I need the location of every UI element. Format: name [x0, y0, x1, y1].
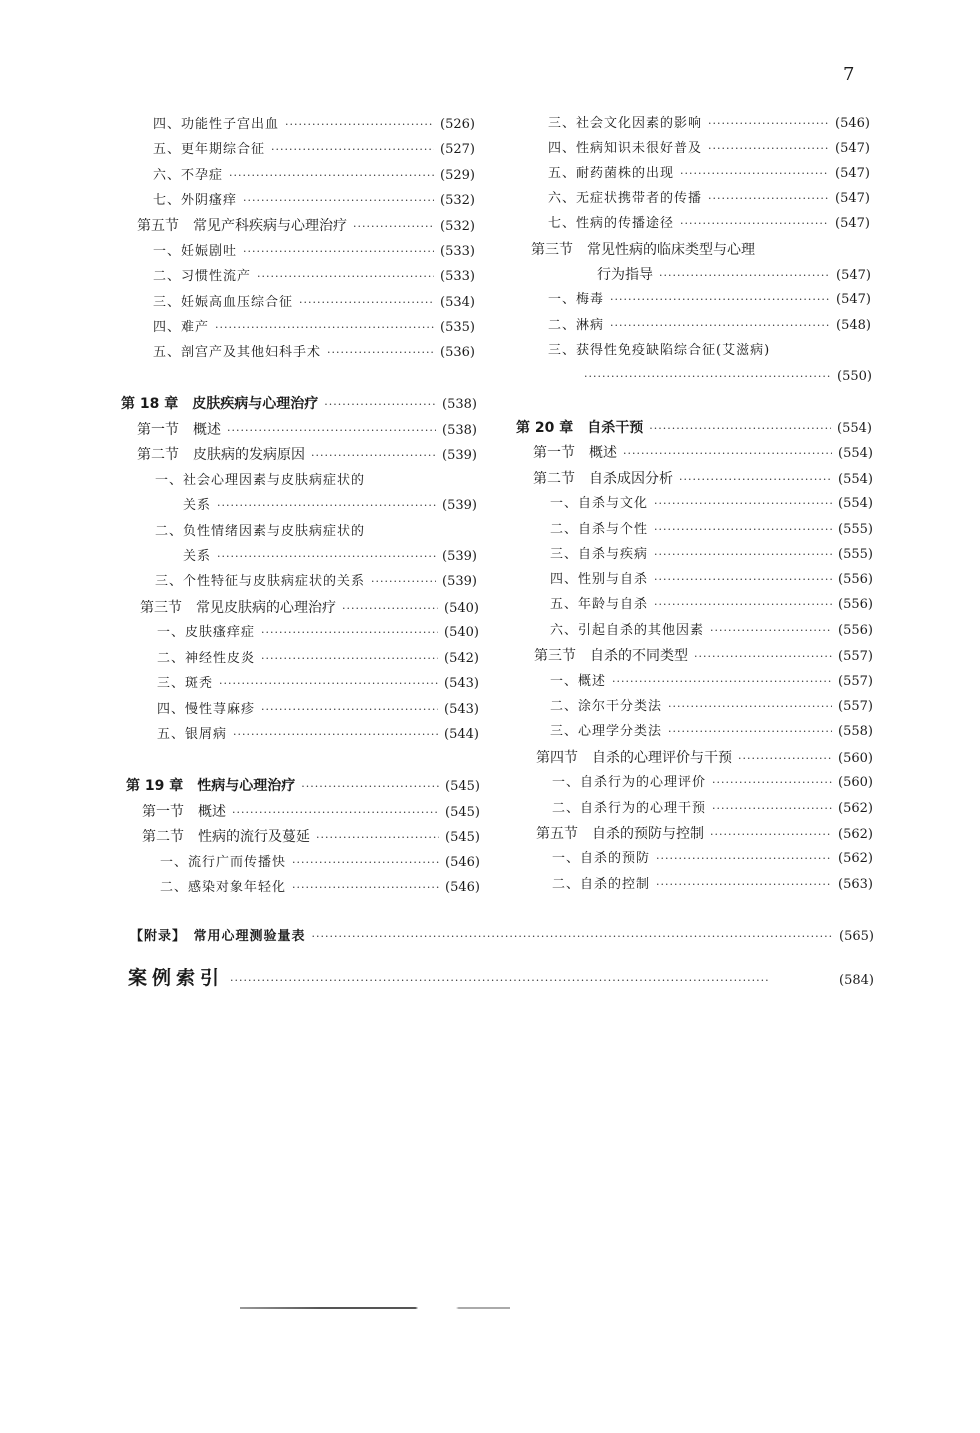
toc-page: (562) — [838, 801, 873, 816]
toc-page: (556) — [838, 597, 873, 612]
toc-page: (555) — [838, 547, 873, 562]
leader-dots — [243, 192, 434, 210]
toc-title: 关系 — [183, 498, 212, 513]
toc-page: (556) — [838, 572, 873, 587]
toc-title: 五、银屑病 — [157, 727, 228, 742]
leader-dots — [656, 876, 832, 894]
toc-page: (562) — [838, 827, 873, 842]
toc-title: 行为指导 — [597, 267, 653, 283]
toc-entry[interactable] — [153, 294, 475, 312]
toc-page: (546) — [445, 855, 480, 870]
toc-title: 二、习惯性流产 — [153, 269, 252, 284]
toc-page: (555) — [838, 522, 873, 537]
leader-dots — [261, 701, 438, 719]
leader-dots — [232, 804, 439, 822]
leader-dots — [230, 969, 833, 993]
leader-dots — [710, 826, 832, 844]
toc-entry[interactable] — [548, 317, 871, 335]
toc-entry[interactable] — [548, 140, 870, 158]
toc-page: (539) — [442, 498, 477, 513]
leader-dots — [649, 420, 831, 438]
toc-title: 二、负性情绪因素与皮肤病症状的 — [155, 524, 366, 539]
toc-entry[interactable] — [548, 291, 871, 309]
toc-entry[interactable] — [552, 876, 873, 894]
toc-page: (557) — [838, 699, 873, 714]
toc-entry[interactable] — [157, 675, 479, 693]
leader-dots — [217, 497, 436, 515]
toc-page: (547) — [835, 141, 870, 156]
toc-page: (557) — [838, 649, 873, 664]
toc-entry[interactable] — [552, 850, 873, 868]
toc-entry[interactable] — [550, 571, 873, 589]
toc-section[interactable] — [536, 825, 873, 843]
toc-page: (565) — [839, 929, 874, 944]
toc-page: (557) — [838, 674, 873, 689]
toc-title: 一、自杀的预防 — [552, 851, 651, 866]
toc-page: (545) — [445, 805, 480, 820]
toc-page: (584) — [839, 973, 874, 988]
leader-dots — [261, 650, 438, 668]
toc-title: 五、更年期综合征 — [153, 142, 266, 157]
toc-title: 一、概述 — [550, 674, 607, 689]
leader-dots — [299, 294, 434, 312]
toc-title: 第一节 概述 — [137, 422, 221, 438]
toc-case-index[interactable] — [128, 966, 874, 990]
toc-page: (547) — [835, 191, 870, 206]
toc-title: 一、社会心理因素与皮肤病症状的 — [155, 473, 366, 488]
leader-dots — [654, 521, 832, 539]
leader-dots — [227, 422, 436, 440]
toc-entry[interactable] — [552, 800, 873, 818]
toc-title: 一、自杀与文化 — [550, 496, 649, 511]
toc-title: 第三节 常见皮肤病的心理治疗 — [140, 600, 336, 616]
toc-title: 第 20 章 自杀干预 — [516, 420, 644, 436]
leader-dots — [371, 573, 436, 591]
toc-entry[interactable] — [548, 215, 870, 233]
toc-title: 五、剖宫产及其他妇科手术 — [153, 345, 322, 360]
toc-entry[interactable] — [550, 596, 873, 614]
toc-entry[interactable] — [153, 192, 475, 210]
toc-title: 第二节 性病的流行及蔓延 — [142, 829, 310, 845]
leader-dots — [712, 800, 832, 818]
leader-dots — [311, 447, 436, 465]
toc-entry[interactable] — [550, 698, 873, 716]
toc-title: 五、耐药菌株的出现 — [548, 166, 675, 181]
toc-title: 一、自杀行为的心理评价 — [552, 775, 707, 790]
toc-title: 二、自杀与个性 — [550, 522, 649, 537]
toc-entry[interactable] — [548, 115, 870, 133]
toc-appendix[interactable] — [130, 928, 874, 946]
toc-section[interactable] — [533, 444, 873, 462]
leader-dots — [612, 673, 832, 691]
toc-section[interactable] — [533, 470, 873, 488]
toc-title: 第 18 章 皮肤疾病与心理治疗 — [121, 396, 319, 412]
toc-page: (546) — [835, 116, 870, 131]
toc-title: 七、性病的传播途径 — [548, 216, 675, 231]
toc-title: 五、年龄与自杀 — [550, 597, 649, 612]
toc-entry[interactable] — [548, 342, 871, 360]
toc-entry[interactable] — [183, 548, 477, 566]
leader-dots — [679, 471, 832, 489]
toc-entry[interactable] — [155, 523, 477, 541]
leader-dots — [610, 317, 830, 335]
leader-dots — [623, 445, 832, 463]
toc-page: (545) — [445, 779, 480, 794]
leader-dots — [353, 218, 434, 236]
toc-page: (556) — [838, 623, 873, 638]
toc-page: (544) — [444, 727, 479, 742]
toc-entry[interactable] — [153, 167, 475, 185]
toc-page: (546) — [445, 880, 480, 895]
toc-title: 三、个性特征与皮肤病症状的关系 — [155, 574, 366, 589]
toc-title: 第三节 自杀的不同类型 — [534, 648, 688, 664]
leader-dots — [292, 854, 439, 872]
leader-dots — [712, 774, 832, 792]
toc-page: (534) — [440, 295, 475, 310]
scan-rule-line — [240, 1307, 510, 1309]
toc-title: 六、无症状携带者的传播 — [548, 191, 703, 206]
toc-title: 第二节 皮肤病的发病原因 — [137, 447, 305, 463]
toc-page: (554) — [838, 496, 873, 511]
leader-dots — [694, 648, 832, 666]
toc-title: 二、神经性皮炎 — [157, 651, 256, 666]
toc-page: (545) — [445, 830, 480, 845]
toc-title: 关系 — [183, 549, 212, 564]
toc-entry[interactable] — [153, 344, 475, 362]
toc-title: 第三节 常见性病的临床类型与心理 — [531, 242, 755, 258]
toc-page: (527) — [440, 142, 475, 157]
toc-page: (543) — [444, 702, 479, 717]
leader-dots — [257, 268, 434, 286]
toc-page: (560) — [838, 775, 873, 790]
toc-title: 二、涂尔干分类法 — [550, 699, 663, 714]
leader-dots — [285, 116, 434, 134]
toc-page: (547) — [835, 216, 870, 231]
toc-title: 三、自杀与疾病 — [550, 547, 649, 562]
toc-title: 二、感染对象年轻化 — [160, 880, 287, 895]
toc-title: 二、自杀的控制 — [552, 877, 651, 892]
toc-title: 第五节 常见产科疾病与心理治疗 — [137, 218, 347, 234]
toc-title: 六、引起自杀的其他因素 — [550, 623, 705, 638]
toc-chapter[interactable] — [516, 419, 872, 437]
toc-entry[interactable] — [548, 190, 870, 208]
toc-page: (540) — [444, 625, 479, 640]
leader-dots — [654, 596, 832, 614]
leader-dots — [327, 344, 434, 362]
toc-page: (547) — [836, 268, 871, 283]
toc-title: 第五节 自杀的预防与控制 — [536, 826, 704, 842]
toc-page: (538) — [442, 397, 477, 412]
leader-dots — [233, 726, 438, 744]
toc-title: 第 19 章 性病与心理治疗 — [126, 778, 296, 794]
toc-title: 一、皮肤瘙痒症 — [157, 625, 256, 640]
toc-page: (550) — [837, 369, 872, 384]
toc-page: (533) — [440, 244, 475, 259]
leader-dots — [680, 165, 829, 183]
toc-page: (535) — [440, 320, 475, 335]
toc-title: 四、难产 — [153, 320, 210, 335]
toc-title: 四、性别与自杀 — [550, 572, 649, 587]
leader-dots — [738, 750, 832, 768]
leader-dots — [654, 571, 832, 589]
leader-dots — [316, 829, 439, 847]
toc-page: (554) — [838, 472, 873, 487]
leader-dots — [219, 675, 438, 693]
toc-title: 案例索引 — [128, 967, 225, 989]
leader-dots — [301, 778, 439, 796]
toc-section[interactable] — [137, 421, 477, 439]
toc-section[interactable] — [140, 599, 479, 617]
toc-page: (540) — [444, 601, 479, 616]
leader-dots — [312, 928, 834, 946]
toc-entry[interactable] — [552, 774, 873, 792]
toc-title: 三、社会文化因素的影响 — [548, 116, 703, 131]
toc-page: (554) — [838, 446, 873, 461]
toc-section[interactable] — [142, 803, 480, 821]
toc-page: (533) — [440, 269, 475, 284]
toc-chapter[interactable] — [121, 395, 477, 413]
toc-title: 四、性病知识未很好普及 — [548, 141, 703, 156]
toc-entry[interactable] — [550, 546, 873, 564]
toc-title: 一、梅毒 — [548, 292, 605, 307]
toc-chapter[interactable] — [126, 777, 480, 795]
toc-title: 【附录】 常用心理测验量表 — [130, 929, 306, 944]
toc-entry[interactable] — [160, 854, 480, 872]
toc-entry[interactable] — [155, 573, 477, 591]
toc-page: (539) — [442, 574, 477, 589]
toc-entry[interactable] — [550, 723, 873, 741]
toc-section[interactable] — [137, 217, 475, 235]
toc-entry[interactable] — [578, 368, 872, 386]
leader-dots — [261, 624, 438, 642]
leader-dots — [654, 546, 832, 564]
toc-section[interactable] — [536, 749, 873, 767]
leader-dots — [710, 622, 832, 640]
toc-entry[interactable] — [157, 726, 479, 744]
toc-page: (554) — [837, 421, 872, 436]
leader-dots — [243, 243, 434, 261]
toc-title: 三、斑秃 — [157, 676, 214, 691]
toc-page: (543) — [444, 676, 479, 691]
toc-page: (532) — [440, 193, 475, 208]
toc-page: (563) — [838, 877, 873, 892]
toc-title: 第四节 自杀的心理评价与干预 — [536, 750, 732, 766]
toc-entry[interactable] — [157, 650, 479, 668]
leader-dots — [659, 267, 830, 285]
leader-dots — [680, 215, 829, 233]
leader-dots — [292, 879, 439, 897]
toc-title: 第一节 概述 — [142, 804, 226, 820]
toc-page: (558) — [838, 724, 873, 739]
toc-entry[interactable] — [157, 701, 479, 719]
toc-section[interactable] — [597, 266, 871, 284]
toc-entry[interactable] — [153, 141, 475, 159]
toc-title: 一、妊娠剧吐 — [153, 244, 238, 259]
toc-title: 七、外阴瘙痒 — [153, 193, 238, 208]
toc-title: 六、不孕症 — [153, 168, 224, 183]
toc-title: 四、慢性荨麻疹 — [157, 702, 256, 717]
toc-title: 一、流行广而传播快 — [160, 855, 287, 870]
toc-page: (547) — [836, 292, 871, 307]
leader-dots — [656, 850, 832, 868]
toc-page: (542) — [444, 651, 479, 666]
leader-dots — [654, 495, 832, 513]
toc-page: (560) — [838, 751, 873, 766]
toc-entry[interactable] — [160, 879, 480, 897]
toc-title: 二、淋病 — [548, 318, 605, 333]
toc-page: (529) — [440, 168, 475, 183]
leader-dots — [584, 368, 831, 386]
toc-page: (532) — [440, 219, 475, 234]
toc-title: 三、心理学分类法 — [550, 724, 663, 739]
leader-dots — [708, 190, 829, 208]
toc-entry[interactable] — [550, 495, 873, 513]
toc-entry[interactable] — [153, 319, 475, 337]
toc-page: (547) — [835, 166, 870, 181]
leader-dots — [610, 291, 830, 309]
toc-entry[interactable] — [550, 673, 873, 691]
toc-entry[interactable] — [155, 472, 477, 490]
toc-title: 第二节 自杀成因分析 — [533, 471, 673, 487]
toc-page: (536) — [440, 345, 475, 360]
toc-entry[interactable] — [548, 165, 870, 183]
toc-entry[interactable] — [550, 622, 873, 640]
toc-entry[interactable] — [153, 116, 475, 134]
toc-title: 四、功能性子宫出血 — [153, 117, 280, 132]
toc-section[interactable] — [531, 241, 871, 259]
toc-title: 三、获得性免疫缺陷综合征(艾滋病) — [548, 343, 771, 358]
toc-page: (539) — [442, 448, 477, 463]
toc-page: (539) — [442, 549, 477, 564]
leader-dots — [708, 115, 829, 133]
toc-entry[interactable] — [157, 624, 479, 642]
toc-page: (562) — [838, 851, 873, 866]
toc-title: 三、妊娠高血压综合征 — [153, 295, 294, 310]
toc-page: (526) — [440, 117, 475, 132]
toc-title: 第一节 概述 — [533, 445, 617, 461]
toc-section[interactable] — [534, 647, 873, 665]
leader-dots — [217, 548, 436, 566]
toc-entry[interactable] — [550, 521, 873, 539]
leader-dots — [229, 167, 434, 185]
toc-entry[interactable] — [153, 243, 475, 261]
leader-dots — [708, 140, 829, 158]
toc-section[interactable] — [137, 446, 477, 464]
leader-dots — [324, 396, 436, 414]
leader-dots — [271, 141, 434, 159]
toc-entry[interactable] — [153, 268, 475, 286]
toc-entry[interactable] — [183, 497, 477, 515]
page-number: 7 — [843, 64, 855, 85]
toc-page: (538) — [442, 423, 477, 438]
toc-section[interactable] — [142, 828, 480, 846]
leader-dots — [342, 600, 438, 618]
toc-title: 二、自杀行为的心理干预 — [552, 801, 707, 816]
leader-dots — [215, 319, 434, 337]
leader-dots — [668, 698, 832, 716]
toc-page: (548) — [836, 318, 871, 333]
leader-dots — [668, 723, 832, 741]
